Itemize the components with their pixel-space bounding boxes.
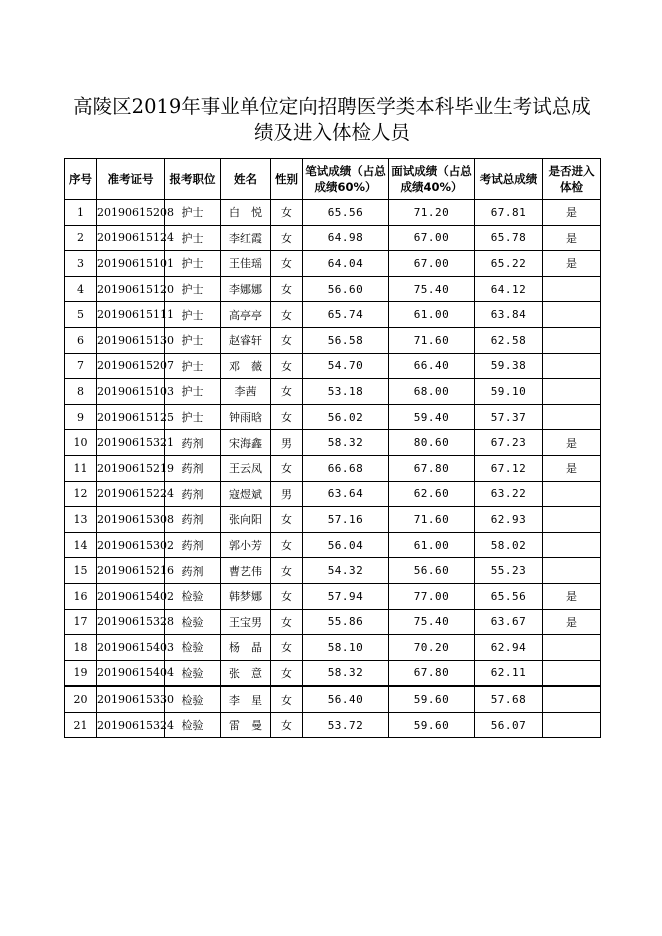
cell-no: 6 — [65, 327, 97, 353]
table-row — [65, 507, 601, 533]
cell-no: 14 — [65, 532, 97, 558]
cell-gender: 女 — [271, 635, 303, 661]
cell-interview-score: 59.60 — [389, 712, 475, 738]
cell-exam-id: 20190615402 — [97, 583, 165, 609]
cell-position: 护士 — [165, 353, 221, 379]
cell-total-score: 64.12 — [475, 276, 543, 302]
cell-total-score: 67.81 — [475, 200, 543, 226]
cell-exam-id: 20190615101 — [97, 251, 165, 277]
cell-name: 寇煜斌 — [221, 481, 271, 507]
cell-interview-score: 75.40 — [389, 609, 475, 635]
cell-interview-score: 80.60 — [389, 430, 475, 456]
cell-physical-exam — [543, 660, 601, 686]
cell-physical-exam — [543, 379, 601, 405]
table-row — [65, 558, 601, 584]
table-row — [65, 660, 601, 686]
cell-physical-exam: 是 — [543, 251, 601, 277]
cell-name: 钟雨晗 — [221, 404, 271, 430]
cell-written-score: 57.16 — [303, 507, 389, 533]
cell-written-score: 63.64 — [303, 481, 389, 507]
cell-position: 药剂 — [165, 455, 221, 481]
header-row — [65, 159, 601, 200]
cell-name: 宋海鑫 — [221, 430, 271, 456]
table-row — [65, 225, 601, 251]
cell-interview-score: 77.00 — [389, 583, 475, 609]
cell-interview-score: 56.60 — [389, 558, 475, 584]
cell-position: 药剂 — [165, 558, 221, 584]
cell-no: 4 — [65, 276, 97, 302]
cell-position: 护士 — [165, 276, 221, 302]
cell-interview-score: 67.80 — [389, 455, 475, 481]
cell-physical-exam — [543, 686, 601, 712]
cell-gender: 女 — [271, 660, 303, 686]
cell-no: 12 — [65, 481, 97, 507]
cell-written-score: 53.18 — [303, 379, 389, 405]
cell-name: 李茜 — [221, 379, 271, 405]
cell-total-score: 65.56 — [475, 583, 543, 609]
cell-interview-score: 67.80 — [389, 660, 475, 686]
cell-interview-score: 71.60 — [389, 327, 475, 353]
cell-position: 护士 — [165, 327, 221, 353]
cell-physical-exam — [543, 532, 601, 558]
cell-no: 10 — [65, 430, 97, 456]
cell-interview-score: 67.00 — [389, 251, 475, 277]
cell-written-score: 64.04 — [303, 251, 389, 277]
cell-exam-id: 20190615330 — [97, 686, 165, 712]
cell-no: 5 — [65, 302, 97, 328]
cell-position: 药剂 — [165, 430, 221, 456]
cell-exam-id: 20190615404 — [97, 660, 165, 686]
cell-total-score: 67.23 — [475, 430, 543, 456]
cell-position: 护士 — [165, 302, 221, 328]
cell-gender: 女 — [271, 532, 303, 558]
table-row — [65, 404, 601, 430]
table-row — [65, 532, 601, 558]
header-exam-id: 准考证号 — [97, 159, 165, 200]
cell-physical-exam: 是 — [543, 609, 601, 635]
cell-name: 白 悦 — [221, 200, 271, 226]
table-row — [65, 276, 601, 302]
table-row — [65, 251, 601, 277]
table-row — [65, 455, 601, 481]
cell-total-score: 67.12 — [475, 455, 543, 481]
cell-exam-id: 20190615207 — [97, 353, 165, 379]
cell-position: 检验 — [165, 686, 221, 712]
cell-name: 李红霞 — [221, 225, 271, 251]
cell-interview-score: 67.00 — [389, 225, 475, 251]
cell-no: 19 — [65, 660, 97, 686]
cell-exam-id: 20190615125 — [97, 404, 165, 430]
score-table-body — [65, 200, 601, 738]
page-title — [64, 94, 600, 146]
cell-interview-score: 59.60 — [389, 686, 475, 712]
cell-written-score: 55.86 — [303, 609, 389, 635]
cell-total-score: 62.58 — [475, 327, 543, 353]
cell-written-score: 53.72 — [303, 712, 389, 738]
header-physical-exam: 是否进入体检 — [543, 159, 601, 200]
cell-total-score: 56.07 — [475, 712, 543, 738]
cell-gender: 女 — [271, 686, 303, 712]
header-written-score: 笔试成绩（占总成绩60%） — [303, 159, 389, 200]
cell-gender: 女 — [271, 302, 303, 328]
cell-physical-exam — [543, 353, 601, 379]
cell-interview-score: 59.40 — [389, 404, 475, 430]
cell-interview-score: 62.60 — [389, 481, 475, 507]
cell-name: 雷 曼 — [221, 712, 271, 738]
cell-exam-id: 20190615216 — [97, 558, 165, 584]
cell-name: 韩梦娜 — [221, 583, 271, 609]
cell-name: 张 意 — [221, 660, 271, 686]
cell-written-score: 66.68 — [303, 455, 389, 481]
cell-exam-id: 20190615224 — [97, 481, 165, 507]
cell-total-score: 62.93 — [475, 507, 543, 533]
cell-written-score: 54.70 — [303, 353, 389, 379]
cell-gender: 女 — [271, 404, 303, 430]
cell-interview-score: 75.40 — [389, 276, 475, 302]
cell-no: 3 — [65, 251, 97, 277]
cell-name: 杨 晶 — [221, 635, 271, 661]
cell-position: 药剂 — [165, 532, 221, 558]
cell-gender: 女 — [271, 200, 303, 226]
cell-interview-score: 68.00 — [389, 379, 475, 405]
cell-no: 18 — [65, 635, 97, 661]
cell-position: 护士 — [165, 404, 221, 430]
page-title-line2: 绩及进入体检人员 — [253, 121, 410, 144]
cell-total-score: 62.11 — [475, 660, 543, 686]
cell-name: 王佳瑶 — [221, 251, 271, 277]
cell-exam-id: 20190615302 — [97, 532, 165, 558]
cell-gender: 男 — [271, 430, 303, 456]
cell-physical-exam — [543, 302, 601, 328]
cell-written-score: 58.32 — [303, 430, 389, 456]
table-row — [65, 353, 601, 379]
cell-no: 11 — [65, 455, 97, 481]
cell-no: 9 — [65, 404, 97, 430]
cell-no: 15 — [65, 558, 97, 584]
cell-interview-score: 70.20 — [389, 635, 475, 661]
cell-exam-id: 20190615130 — [97, 327, 165, 353]
cell-name: 曹艺伟 — [221, 558, 271, 584]
cell-written-score: 58.32 — [303, 660, 389, 686]
cell-exam-id: 20190615219 — [97, 455, 165, 481]
cell-name: 王云凤 — [221, 455, 271, 481]
header-no: 序号 — [65, 159, 97, 200]
cell-total-score: 63.84 — [475, 302, 543, 328]
table-row — [65, 430, 601, 456]
cell-name: 李娜娜 — [221, 276, 271, 302]
cell-written-score: 54.32 — [303, 558, 389, 584]
header-position: 报考职位 — [165, 159, 221, 200]
cell-name: 赵睿轩 — [221, 327, 271, 353]
cell-total-score: 65.78 — [475, 225, 543, 251]
cell-no: 1 — [65, 200, 97, 226]
cell-name: 高亭亭 — [221, 302, 271, 328]
cell-written-score: 56.40 — [303, 686, 389, 712]
cell-no: 20 — [65, 686, 97, 712]
cell-gender: 女 — [271, 583, 303, 609]
table-row — [65, 200, 601, 226]
cell-exam-id: 20190615321 — [97, 430, 165, 456]
cell-gender: 男 — [271, 481, 303, 507]
cell-written-score: 64.98 — [303, 225, 389, 251]
cell-name: 邓 薇 — [221, 353, 271, 379]
cell-exam-id: 20190615208 — [97, 200, 165, 226]
cell-no: 8 — [65, 379, 97, 405]
cell-written-score: 65.56 — [303, 200, 389, 226]
cell-gender: 女 — [271, 507, 303, 533]
header-total-score: 考试总成绩 — [475, 159, 543, 200]
cell-gender: 女 — [271, 558, 303, 584]
cell-gender: 女 — [271, 276, 303, 302]
cell-position: 检验 — [165, 660, 221, 686]
cell-name: 郭小芳 — [221, 532, 271, 558]
cell-gender: 女 — [271, 225, 303, 251]
cell-total-score: 55.23 — [475, 558, 543, 584]
table-row — [65, 609, 601, 635]
cell-written-score: 58.10 — [303, 635, 389, 661]
cell-exam-id: 20190615120 — [97, 276, 165, 302]
cell-position: 检验 — [165, 712, 221, 738]
cell-physical-exam — [543, 481, 601, 507]
cell-position: 护士 — [165, 379, 221, 405]
cell-exam-id: 20190615308 — [97, 507, 165, 533]
cell-gender: 女 — [271, 712, 303, 738]
cell-written-score: 56.58 — [303, 327, 389, 353]
cell-written-score: 56.02 — [303, 404, 389, 430]
table-row — [65, 712, 601, 738]
cell-gender: 女 — [271, 251, 303, 277]
cell-total-score: 65.22 — [475, 251, 543, 277]
cell-position: 检验 — [165, 609, 221, 635]
cell-interview-score: 66.40 — [389, 353, 475, 379]
cell-gender: 女 — [271, 609, 303, 635]
cell-position: 检验 — [165, 635, 221, 661]
cell-exam-id: 20190615328 — [97, 609, 165, 635]
cell-gender: 女 — [271, 353, 303, 379]
cell-interview-score: 61.00 — [389, 302, 475, 328]
cell-physical-exam: 是 — [543, 455, 601, 481]
score-table — [64, 158, 601, 738]
cell-written-score: 56.60 — [303, 276, 389, 302]
cell-no: 2 — [65, 225, 97, 251]
cell-exam-id: 20190615403 — [97, 635, 165, 661]
cell-physical-exam — [543, 712, 601, 738]
cell-interview-score: 61.00 — [389, 532, 475, 558]
cell-no: 7 — [65, 353, 97, 379]
cell-physical-exam — [543, 635, 601, 661]
cell-exam-id: 20190615111 — [97, 302, 165, 328]
cell-total-score: 58.02 — [475, 532, 543, 558]
cell-name: 李 星 — [221, 686, 271, 712]
cell-gender: 女 — [271, 327, 303, 353]
cell-physical-exam — [543, 276, 601, 302]
cell-exam-id: 20190615103 — [97, 379, 165, 405]
cell-total-score: 59.38 — [475, 353, 543, 379]
cell-position: 药剂 — [165, 481, 221, 507]
cell-total-score: 62.94 — [475, 635, 543, 661]
cell-name: 张向阳 — [221, 507, 271, 533]
cell-total-score: 63.22 — [475, 481, 543, 507]
cell-total-score: 57.37 — [475, 404, 543, 430]
table-row — [65, 327, 601, 353]
cell-physical-exam: 是 — [543, 430, 601, 456]
table-row — [65, 302, 601, 328]
cell-no: 21 — [65, 712, 97, 738]
table-row — [65, 379, 601, 405]
cell-physical-exam — [543, 327, 601, 353]
cell-physical-exam: 是 — [543, 200, 601, 226]
cell-position: 护士 — [165, 251, 221, 277]
cell-physical-exam — [543, 404, 601, 430]
cell-physical-exam — [543, 507, 601, 533]
table-row — [65, 686, 601, 712]
cell-exam-id: 20190615124 — [97, 225, 165, 251]
cell-written-score: 57.94 — [303, 583, 389, 609]
cell-gender: 女 — [271, 379, 303, 405]
cell-interview-score: 71.60 — [389, 507, 475, 533]
cell-total-score: 59.10 — [475, 379, 543, 405]
cell-name: 王宝男 — [221, 609, 271, 635]
cell-gender: 女 — [271, 455, 303, 481]
cell-written-score: 65.74 — [303, 302, 389, 328]
cell-no: 13 — [65, 507, 97, 533]
table-row — [65, 583, 601, 609]
cell-total-score: 63.67 — [475, 609, 543, 635]
cell-total-score: 57.68 — [475, 686, 543, 712]
cell-position: 护士 — [165, 225, 221, 251]
cell-no: 16 — [65, 583, 97, 609]
cell-no: 17 — [65, 609, 97, 635]
header-name: 姓名 — [221, 159, 271, 200]
cell-physical-exam — [543, 558, 601, 584]
cell-written-score: 56.04 — [303, 532, 389, 558]
header-gender: 性别 — [271, 159, 303, 200]
cell-physical-exam: 是 — [543, 225, 601, 251]
page-title-line1: 高陵区2019年事业单位定向招聘医学类本科毕业生考试总成 — [73, 95, 591, 118]
cell-physical-exam: 是 — [543, 583, 601, 609]
cell-exam-id: 20190615324 — [97, 712, 165, 738]
header-interview-score: 面试成绩（占总成绩40%） — [389, 159, 475, 200]
cell-position: 药剂 — [165, 507, 221, 533]
table-row — [65, 481, 601, 507]
cell-position: 护士 — [165, 200, 221, 226]
cell-position: 检验 — [165, 583, 221, 609]
table-row — [65, 635, 601, 661]
cell-interview-score: 71.20 — [389, 200, 475, 226]
